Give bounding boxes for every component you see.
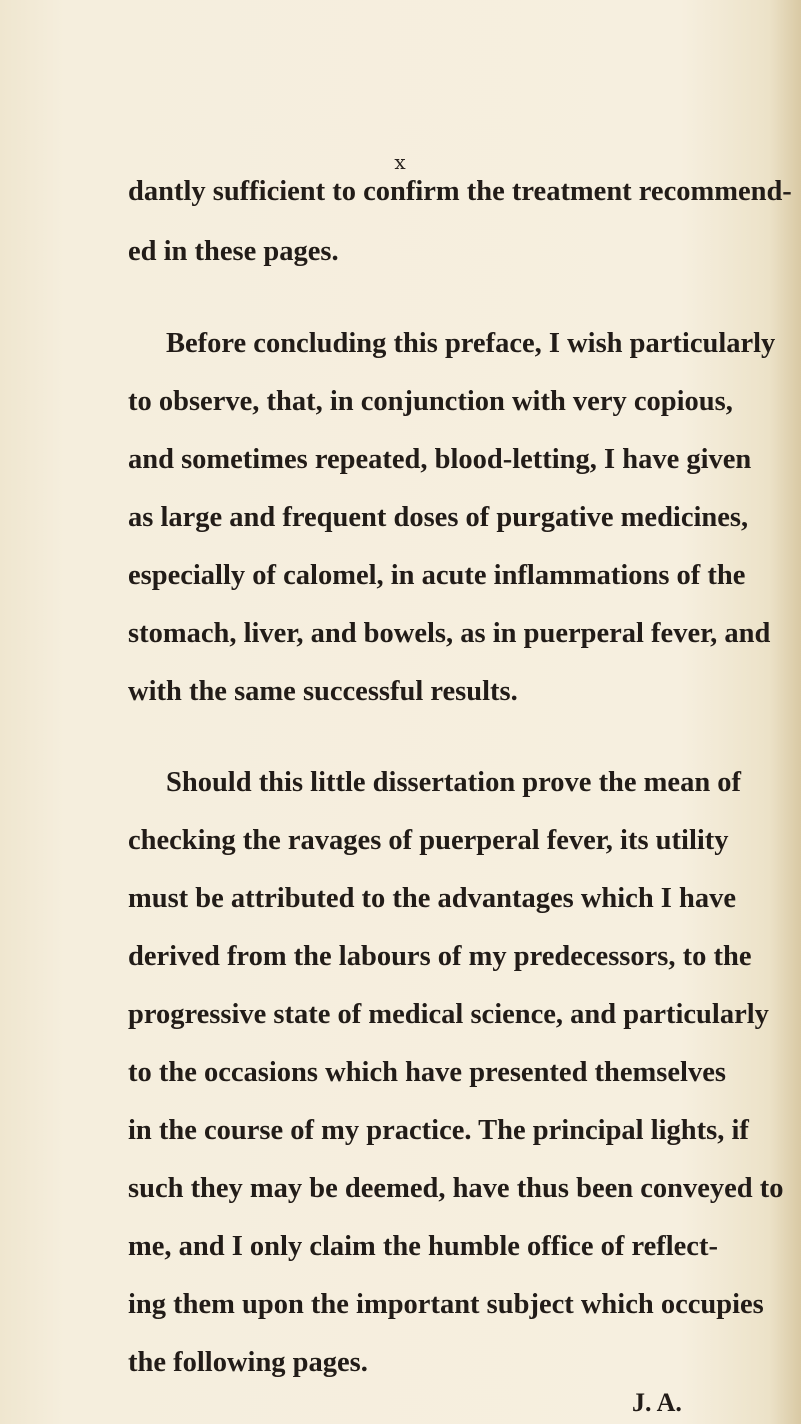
text-line: to observe, that, in conjunction with very copious, xyxy=(128,386,733,417)
text-line: stomach, liver, and bowels, as in puerperal fever, and xyxy=(128,618,771,649)
signature: J. A. xyxy=(632,1388,682,1417)
text-line: progressive state of medical science, and particularly xyxy=(128,999,769,1030)
text-line: especially of calomel, in acute inflammations of the xyxy=(128,560,746,591)
text-line: as large and frequent doses of purgative medicines, xyxy=(128,502,749,533)
text-line: in the course of my practice. The principal lights, if xyxy=(128,1115,749,1146)
text-line: checking the ravages of puerperal fever, its utility xyxy=(128,825,729,856)
text-line: dantly sufficient to confirm the treatment recommend- xyxy=(128,176,792,207)
text-line: derived from the labours of my predecessors, to the xyxy=(128,941,752,972)
text-line: ed in these pages. xyxy=(128,236,339,267)
page-number: x xyxy=(394,150,407,174)
text-line: with the same successful results. xyxy=(128,676,518,707)
text-line: Should this little dissertation prove the mean of xyxy=(166,767,742,798)
text-line: the following pages. xyxy=(128,1347,368,1378)
text-line: ing them upon the important subject which occupies xyxy=(128,1289,764,1320)
text-line: must be attributed to the advantages which I have xyxy=(128,883,737,914)
text-line: and sometimes repeated, blood-letting, I have given xyxy=(128,444,752,475)
text-line: Before concluding this preface, I wish particularly xyxy=(166,328,776,359)
text-line: to the occasions which have presented themselves xyxy=(128,1057,726,1088)
text-line: such they may be deemed, have thus been conveyed to xyxy=(128,1173,784,1204)
text-line: me, and I only claim the humble office of reflect- xyxy=(128,1231,718,1262)
